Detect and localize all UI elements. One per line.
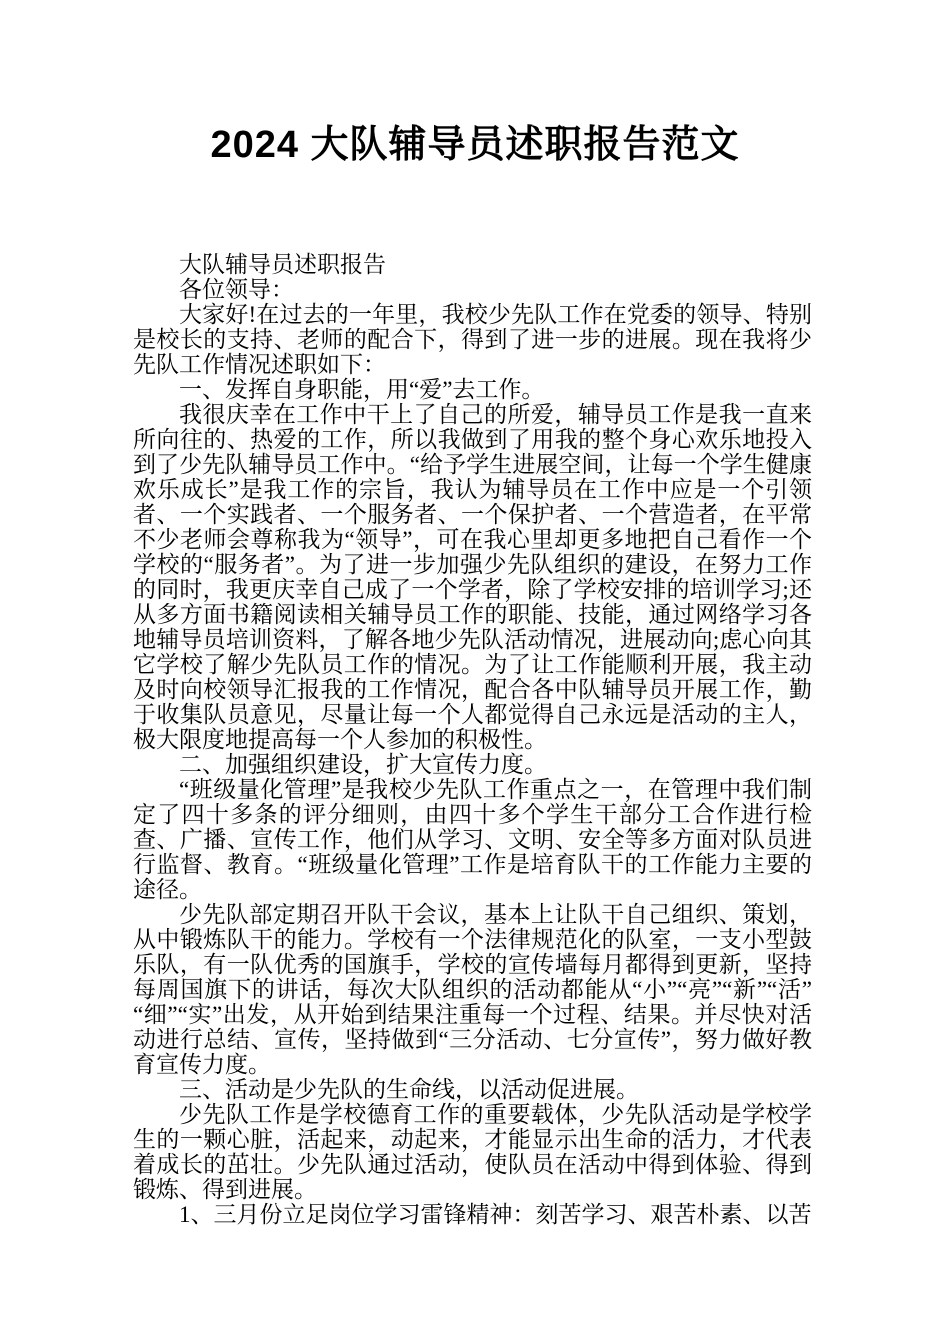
paragraph-section-2-body-2: 少先队部定期召开队干会议，基本上让队干自己组织、策划，从中锻炼队干的能力。学校有一个法律规范化的队室，一支小型鼓乐队，有一队优秀的国旗手，学校的宣传墙每月都得到更新，坚持每周国旗下的讲话，每次大队组织的活动都能从“小”“亮”“新”“活”“细”“实”出发，从开始到结果注重每一个过程、结果。并尽快对活动进行总结、宣传，坚持做到“三分活动、七分宣传”，努力做好教育宣传力度。	[133, 902, 812, 1077]
paragraph-section-2-heading: 二、加强组织建设，扩大宣传力度。	[179, 752, 547, 777]
paragraph-report-heading: 大队辅导员述职报告	[179, 252, 386, 277]
paragraph-item-march: 1、三月份立足岗位学习雷锋精神：刻苦学习、艰苦朴素、以苦	[179, 1202, 812, 1227]
paragraph-salutation: 各位领导：	[179, 277, 294, 302]
paragraph-section-2-body-1: “班级量化管理”是我校少先队工作重点之一，在管理中我们制定了四十多条的评分细则，由四十多个学生干部分工合作进行检查、广播、宣传工作，他们从学习、文明、安全等多方面对队员进行监督、教育。“班级量化管理”工作是培育队干的工作能力主要的途径。	[133, 777, 812, 902]
document-body	[0, 252, 950, 1227]
document-title: 2024 大队辅导员述职报告范文	[210, 124, 740, 166]
paragraph-intro: 大家好!在过去的一年里，我校少先队工作在党委的领导、特别是校长的支持、老师的配合下，得到了进一步的进展。现在我将少先队工作情况述职如下：	[133, 302, 812, 377]
paragraph-section-3-heading: 三、活动是少先队的生命线，以活动促进展。	[179, 1077, 639, 1102]
paragraph-section-1-heading: 一、发挥自身职能，用“爱”去工作。	[179, 377, 545, 402]
paragraph-section-1-body: 我很庆幸在工作中干上了自己的所爱，辅导员工作是我一直来所向往的、热爱的工作，所以我做到了用我的整个身心欢乐地投入到了少先队辅导员工作中。“给予学生进展空间，让每一个学生健康欢乐成长”是我工作的宗旨，我认为辅导员在工作中应是一个引领者、一个实践者、一个服务者、一个保护者、一个营造者，在平常不少老师会尊称我为“领导”，可在我心里却更多地把自己看作一个学校的“服务者”。为了进一步加强少先队组织的建设，在努力工作的同时，我更庆幸自己成了一个学者，除了学校安排的培训学习;还从多方面书籍阅读相关辅导员工作的职能、技能，通过网络学习各地辅导员培训资料，了解各地少先队活动情况，进展动向;虑心向其它学校了解少先队员工作的情况。为了让工作能顺利开展，我主动及时向校领导汇报我的工作情况，配合各中队辅导员开展工作，勤于收集队员意见，尽量让每一个人都觉得自己永远是活动的主人，极大限度地提高每一个人参加的积极性。	[133, 402, 812, 752]
paragraph-section-3-body: 少先队工作是学校德育工作的重要载体，少先队活动是学校学生的一颗心脏，活起来，动起来，才能显示出生命的活力，才代表着成长的茁壮。少先队通过活动，使队员在活动中得到体验、得到锻炼、得到进展。	[133, 1102, 812, 1202]
